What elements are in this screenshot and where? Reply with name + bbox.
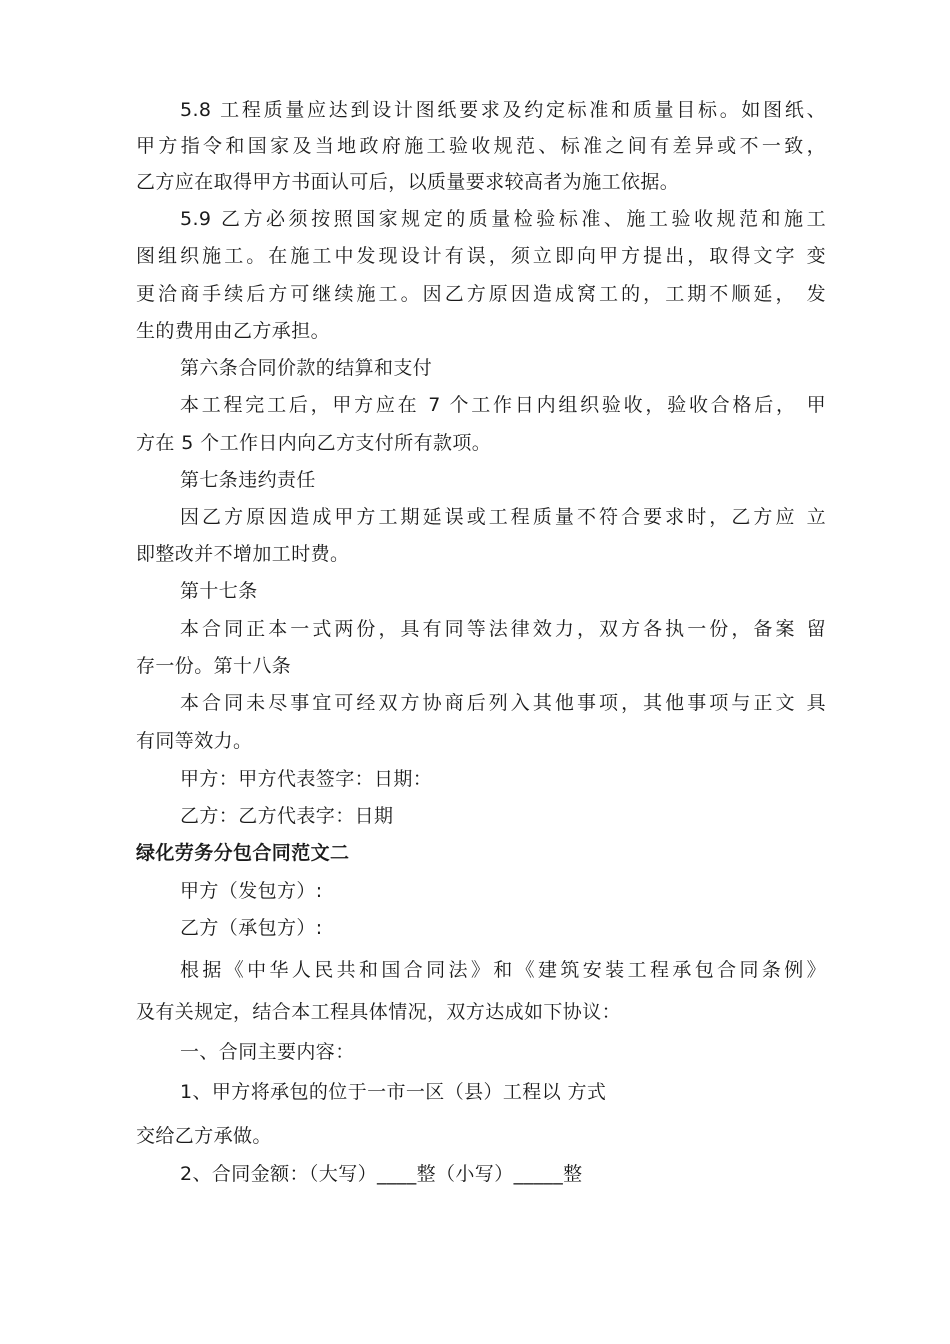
signature-line-party-a: 甲方：甲方代表签字：日期：: [180, 768, 433, 790]
paragraph-line: 图组织施工。在施工中发现设计有误，须立即向甲方提出，取得文字 变: [136, 245, 826, 267]
document-title: 绿化劳务分包合同范文二: [136, 842, 350, 864]
paragraph-line: 交给乙方承做。: [136, 1125, 272, 1147]
section-heading: 第六条合同价款的结算和支付: [180, 357, 433, 379]
paragraph-line: 5.9 乙方必须按照国家规定的质量检验标准、施工验收规范和施工: [180, 208, 826, 230]
paragraph-line: 生的费用由乙方承担。: [136, 320, 331, 342]
section-heading: 第七条违约责任: [180, 469, 316, 491]
paragraph-line: 2、合同金额：（大写）____整（小写）_____整: [180, 1163, 583, 1185]
paragraph-line: 甲方指令和国家及当地政府施工验收规范、标准之间有差异或不一致，: [136, 135, 826, 157]
signature-line-party-b: 乙方：乙方代表字：日期: [180, 805, 394, 827]
party-a-line: 甲方（发包方）:: [180, 880, 323, 902]
paragraph-line: 及有关规定，结合本工程具体情况，双方达成如下协议：: [136, 1001, 622, 1023]
paragraph-line: 乙方应在取得甲方书面认可后，以质量要求较高者为施工依据。: [136, 171, 680, 193]
paragraph-line: 本工程完工后，甲方应在 7 个工作日内组织验收，验收合格后， 甲: [180, 394, 826, 416]
party-b-line: 乙方（承包方）:: [180, 917, 323, 939]
paragraph-line: 根据《中华人民共和国合同法》和《建筑安装工程承包合同条例》: [180, 959, 826, 981]
paragraph-line: 存一份。第十八条: [136, 655, 292, 677]
paragraph-line: 因乙方原因造成甲方工期延误或工程质量不符合要求时，乙方应 立: [180, 506, 826, 528]
paragraph-line: 方在 5 个工作日内向乙方支付所有款项。: [136, 432, 492, 454]
paragraph-line: 有同等效力。: [136, 730, 253, 752]
section-heading: 第十七条: [180, 580, 258, 602]
paragraph-line: 本合同正本一式两份，具有同等法律效力，双方各执一份，备案 留: [180, 618, 826, 640]
paragraph-line: 即整改并不增加工时费。: [136, 543, 350, 565]
paragraph-line: 更洽商手续后方可继续施工。因乙方原因造成窝工的，工期不顺延， 发: [136, 283, 826, 305]
paragraph-line: 1、甲方将承包的位于一市一区（县）工程以 方式: [180, 1081, 607, 1103]
section-heading: 一、合同主要内容：: [180, 1041, 355, 1063]
paragraph-line: 5.8 工程质量应达到设计图纸要求及约定标准和质量目标。如图纸、: [180, 99, 826, 121]
paragraph-line: 本合同未尽事宜可经双方协商后列入其他事项，其他事项与正文 具: [180, 692, 826, 714]
